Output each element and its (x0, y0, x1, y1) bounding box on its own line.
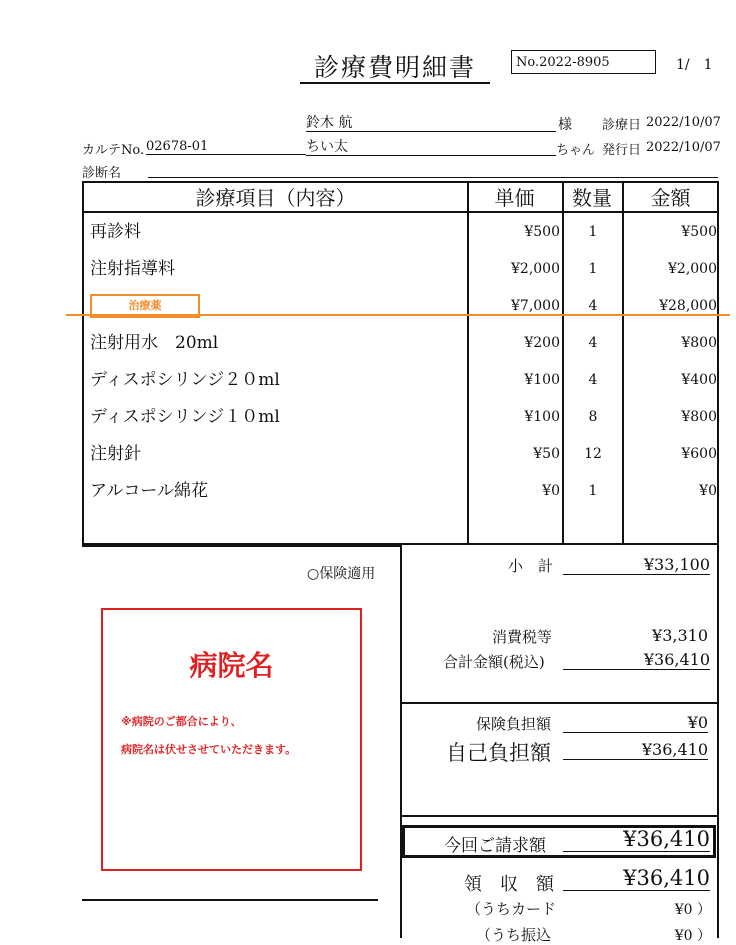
table-row (84, 436, 717, 473)
item-name: 注射針 (90, 444, 141, 464)
chart-no-label: カルテNo. (82, 143, 145, 158)
self-pay-label: 自己負担額 (446, 741, 551, 765)
summary-divider (400, 815, 718, 817)
self-pay-value: ¥36,410 (563, 740, 708, 760)
insurance-share-label: 保険負担額 (476, 715, 552, 733)
table-row (84, 251, 717, 288)
item-price: ¥200 (524, 335, 560, 351)
issue-date-label: 発行日 (602, 143, 642, 158)
item-qty: 12 (584, 446, 602, 462)
lower-left-border (82, 545, 402, 547)
item-price: ¥500 (524, 224, 560, 240)
pet-name: ちい太 (306, 136, 556, 156)
item-name: ディスポシリンジ２０ml (90, 370, 280, 390)
item-name: 注射用水 20ml (90, 333, 219, 353)
insurance-applied-label: ○保険適用 (307, 566, 376, 582)
medicine-tag: 治療薬 (90, 294, 200, 318)
item-qty: 1 (588, 483, 598, 499)
table-row (84, 325, 717, 362)
highlight-line (66, 314, 730, 316)
notice-line-2: 病院名は伏せさせていただきます。 (121, 743, 297, 756)
transfer-value: ¥0 ） (674, 928, 711, 944)
item-price: ¥2,000 (511, 261, 560, 277)
subtotal-value: ¥33,100 (563, 555, 710, 575)
notice-line-1: ※病院のご都合により、 (121, 715, 242, 728)
owner-name: 鈴木 航 (306, 112, 556, 132)
issue-date: 2022/10/07 (646, 140, 721, 155)
total-value: ¥36,410 (563, 650, 710, 670)
document-number: No.2022-8905 (511, 50, 656, 74)
item-qty: 8 (588, 409, 598, 425)
hospital-notice-box (101, 608, 362, 871)
diagnosis-line (148, 177, 718, 178)
item-name: アルコール綿花 (90, 481, 208, 501)
billing-value: ¥36,410 (563, 827, 710, 852)
item-price: ¥7,000 (511, 298, 560, 314)
item-name: 注射指導料 (90, 259, 175, 279)
item-qty: 4 (588, 298, 598, 314)
summary-divider (400, 702, 718, 704)
received-label: 領 収 額 (464, 874, 554, 895)
summary-right-border (717, 545, 719, 938)
column-header-amount: 金額 (650, 186, 691, 210)
received-value: ¥36,410 (563, 866, 710, 891)
item-amount: ¥0 (699, 483, 717, 499)
chart-no: 02678-01 (146, 139, 306, 155)
exam-date-label: 診療日 (602, 118, 642, 133)
item-qty: 1 (588, 224, 598, 240)
item-qty: 4 (588, 335, 598, 351)
tax-value: ¥3,310 (652, 626, 708, 645)
table-row (84, 288, 717, 325)
column-header-price: 単価 (494, 186, 535, 210)
table-row (84, 362, 717, 399)
page-number: 1/ 1 (676, 57, 713, 73)
item-name: 再診料 (90, 222, 141, 242)
item-amount: ¥600 (681, 446, 717, 462)
card-label: （うちカード (466, 900, 557, 918)
signature-line (82, 899, 378, 901)
hospital-name-placeholder: 病院名 (189, 649, 274, 682)
item-price: ¥50 (533, 446, 560, 462)
tax-label: 消費税等 (492, 628, 553, 646)
item-amount: ¥800 (681, 335, 717, 351)
item-amount: ¥500 (681, 224, 717, 240)
transfer-label: （うち振込 (476, 926, 552, 944)
billing-label: 今回ご請求額 (444, 836, 546, 856)
item-amount: ¥800 (681, 409, 717, 425)
subtotal-label: 小 計 (508, 557, 554, 575)
table-row (84, 214, 717, 251)
item-price: ¥0 (542, 483, 560, 499)
item-amount: ¥400 (681, 372, 717, 388)
owner-suffix: 様 (558, 117, 572, 133)
column-header-qty: 数量 (572, 186, 612, 210)
item-qty: 1 (588, 261, 598, 277)
insurance-share-value: ¥0 (563, 713, 708, 733)
pet-suffix: ちゃん (556, 143, 596, 158)
item-qty: 4 (588, 372, 598, 388)
exam-date: 2022/10/07 (646, 115, 721, 130)
document-title: 診療費明細書 (300, 48, 490, 84)
items-table (82, 181, 719, 545)
item-amount: ¥2,000 (668, 261, 717, 277)
item-price: ¥100 (524, 372, 560, 388)
item-price: ¥100 (524, 409, 560, 425)
column-header-item: 診療項目（内容） (195, 186, 356, 210)
table-row (84, 399, 717, 436)
table-row (84, 473, 717, 510)
item-amount: ¥28,000 (659, 298, 717, 314)
summary-left-border (400, 545, 402, 938)
diagnosis-label: 診断名 (82, 166, 122, 181)
total-label: 合計金額(税込) (443, 653, 545, 671)
item-name: ディスポシリンジ１０ml (90, 407, 280, 427)
card-value: ¥0 ） (674, 902, 711, 918)
